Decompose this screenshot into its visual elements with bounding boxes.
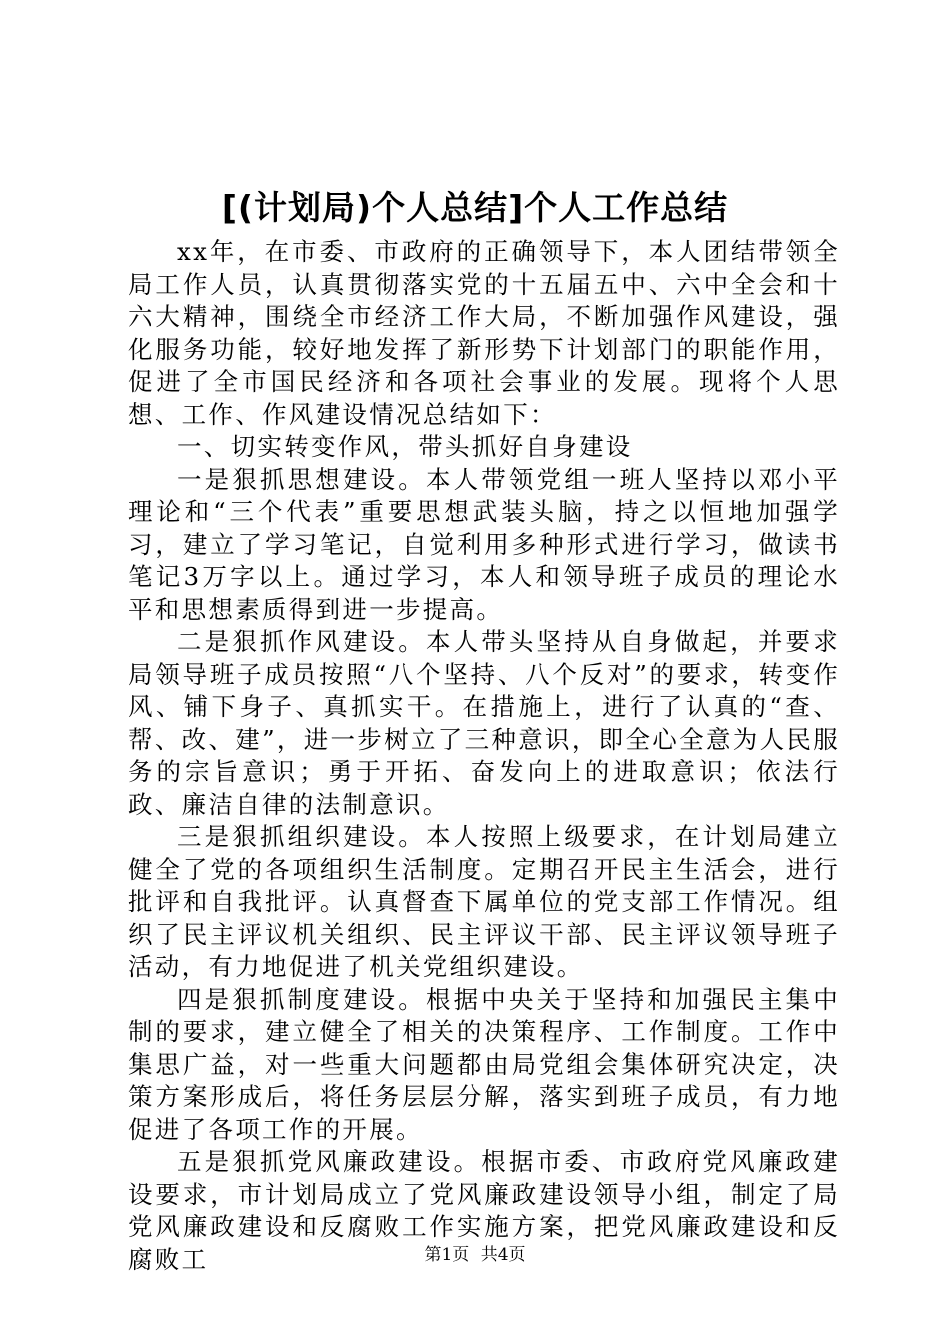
intro-paragraph: xx年，在市委、市政府的正确领导下，本人团结带领全局工作人员，认真贯彻落实党的十五届五中、六中全会和十六大精神，围绕全市经济工作大局，不断加强作风建设，强化服务功能，较好地发挥了新形势下计划部门的职能作用，促进了全市国民经济和各项社会事业的发展。现将个人思想、工作、作风建设情况总结如下： [128, 237, 840, 429]
paragraph-thought-building: 一是狠抓思想建设。本人带领党组一班人坚持以邓小平理论和“三个代表”重要思想武装头脑，持之以恒地加强学习，建立了学习笔记，自觉利用多种形式进行学习，做读书笔记3万字以上。通过学习，本人和领导班子成员的理论水平和思想素质得到进一步提高。 [128, 464, 840, 624]
page-total: 共4页 [480, 1245, 526, 1265]
paragraph-system-building: 四是狠抓制度建设。根据中央关于坚持和加强民主集中制的要求，建立健全了相关的决策程序、工作制度。工作中集思广益，对一些重大问题都由局党组会集体研究决定，决策方案形成后，将任务层层分解，落实到班子成员，有力地促进了各项工作的开展。 [128, 984, 840, 1144]
page-footer [0, 1243, 950, 1267]
paragraph-integrity-building: 五是狠抓党风廉政建设。根据市委、市政府党风廉政建设要求，市计划局成立了党风廉政建设领导小组，制定了局党风廉政建设和反腐败工作实施方案，把党风廉政建设和反腐败工 [128, 1147, 840, 1274]
document-title: [(计划局)个人总结]个人工作总结 [221, 188, 729, 227]
section-heading: 一、切实转变作风，带头抓好自身建设 [177, 432, 633, 461]
page-number: 第1页 [424, 1245, 470, 1265]
paragraph-style-building: 二是狠抓作风建设。本人带头坚持从自身做起，并要求局领导班子成员按照“八个坚持、八个反对”的要求，转变作风、铺下身子、真抓实干。在措施上，进行了认真的“查、帮、改、建”，进一步树立了三种意识，即全心全意为人民服务的宗旨意识；勇于开拓、奋发向上的进取意识；依法行政、廉洁自律的法制意识。 [128, 627, 840, 819]
paragraph-organization-building: 三是狠抓组织建设。本人按照上级要求，在计划局建立健全了党的各项组织生活制度。定期召开民主生活会，进行批评和自我批评。认真督查下属单位的党支部工作情况。组织了民主评议机关组织、民主评议干部、民主评议领导班子活动，有力地促进了机关党组织建设。 [128, 822, 840, 981]
document-body [128, 236, 840, 1276]
